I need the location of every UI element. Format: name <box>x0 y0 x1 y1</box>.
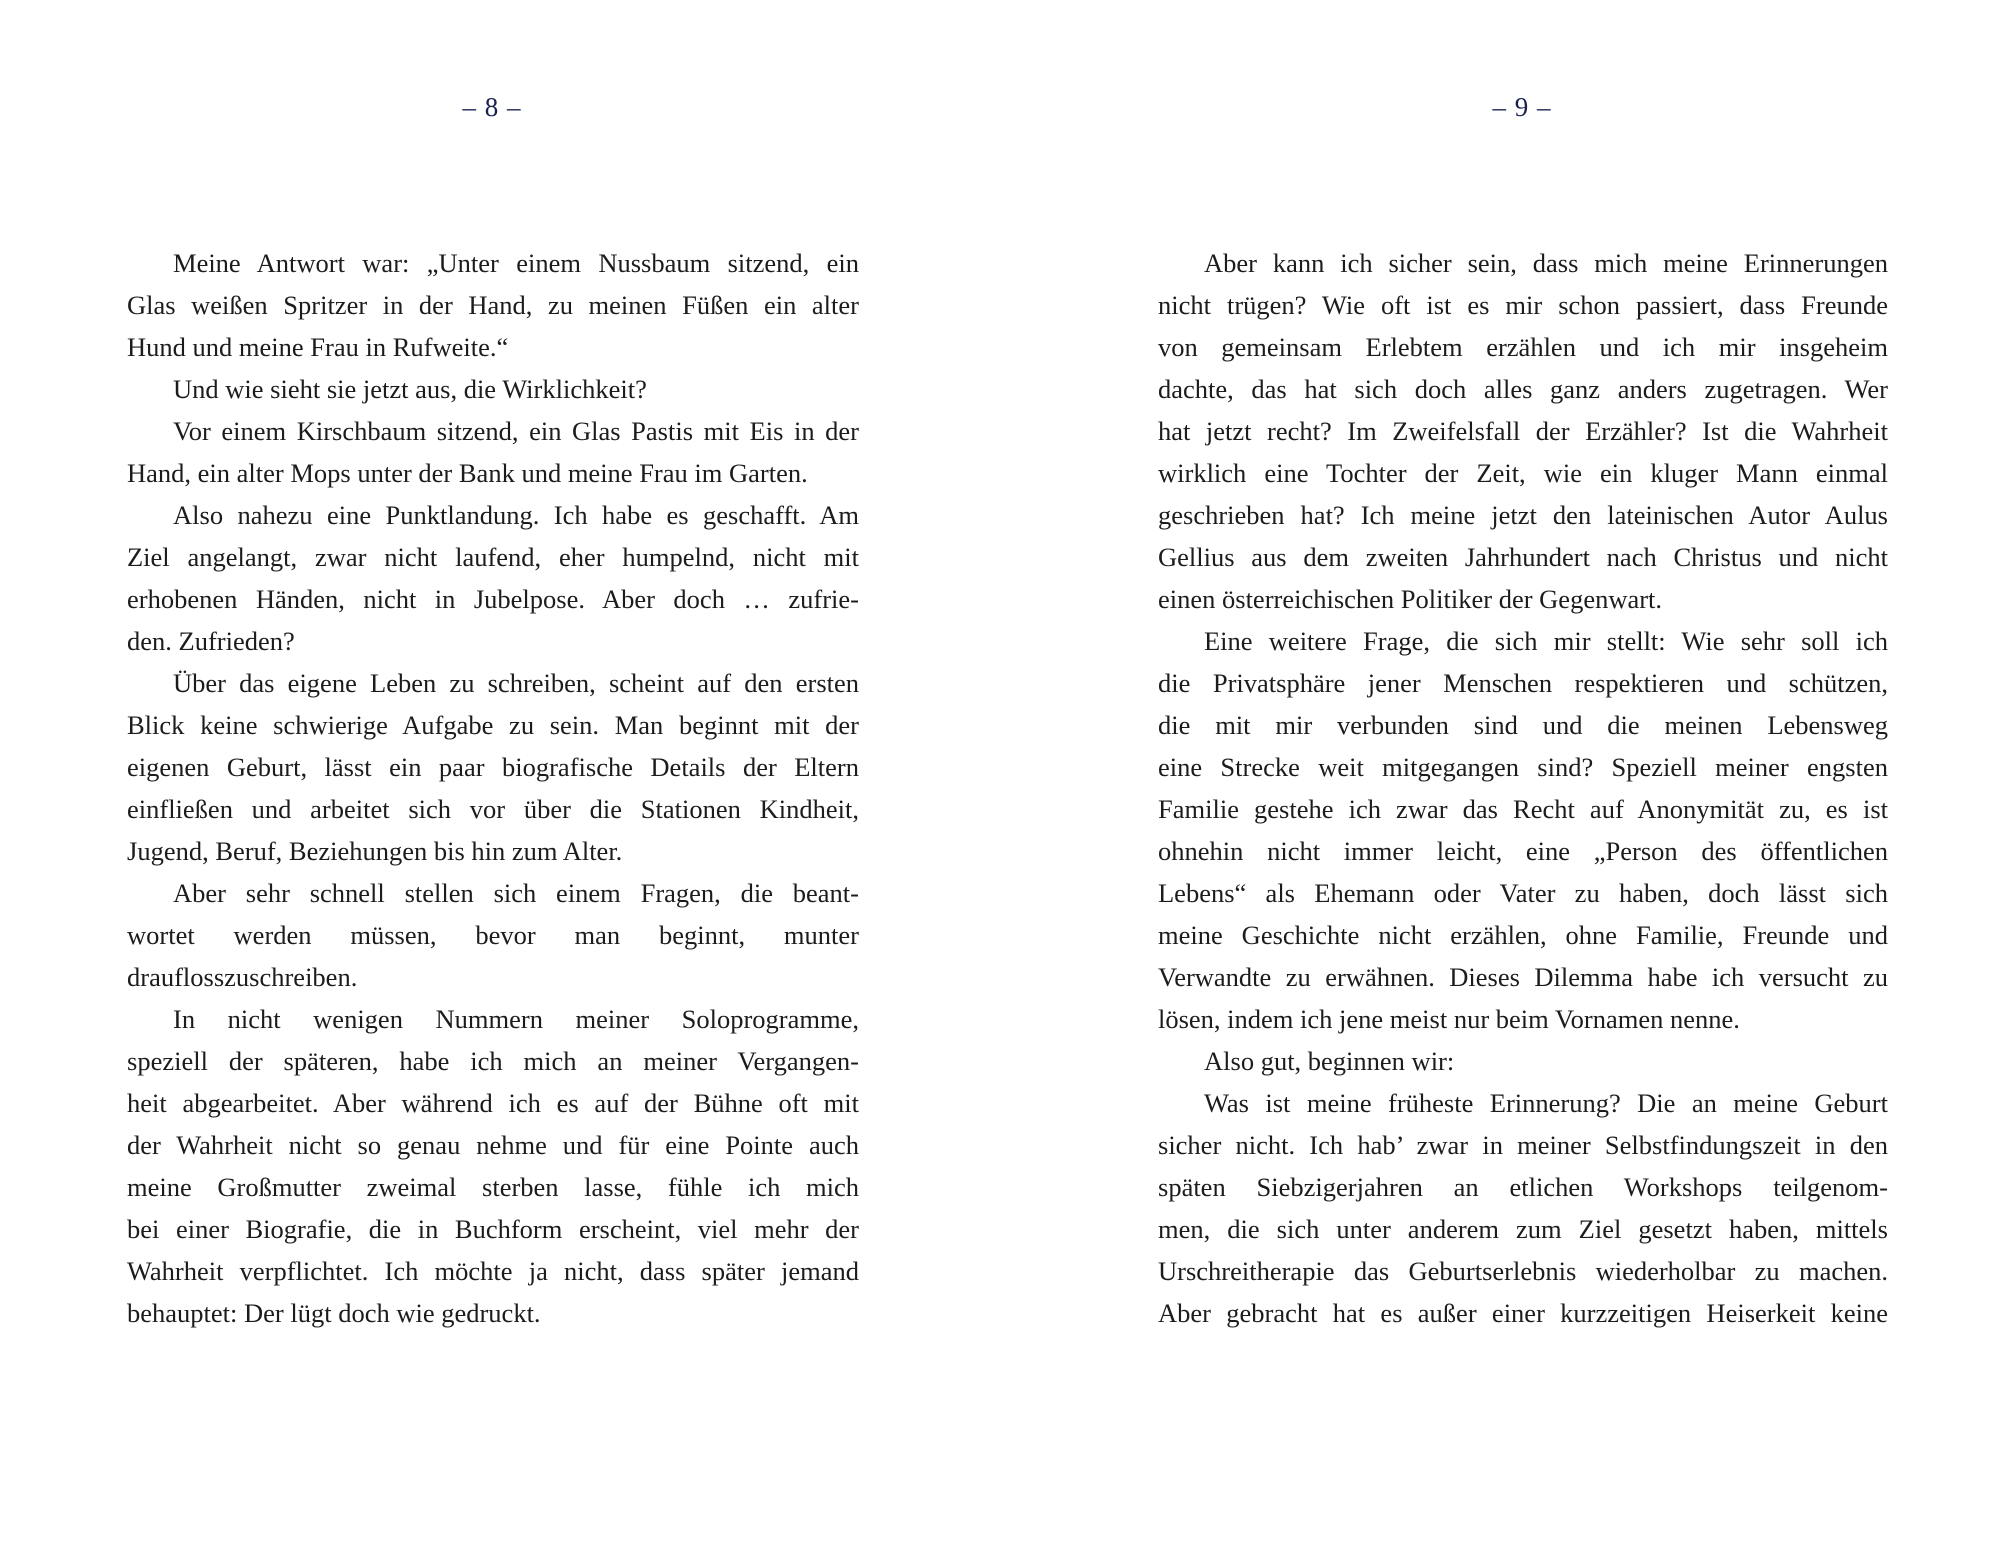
text-line: In nicht wenigen Nummern meiner Soloprogramme, <box>173 1004 859 1034</box>
text-line: Aber sehr schnell stellen sich einem Fragen, die beant- <box>173 878 859 908</box>
text-line: sicher nicht. Ich hab’ zwar in meiner Selbstfindungszeit in den <box>1158 1130 1888 1160</box>
text-line: eigenen Geburt, lässt ein paar biografische Details der Eltern <box>127 752 859 782</box>
text-line: geschrieben hat? Ich meine jetzt den lateinischen Autor Aulus <box>1158 500 1888 530</box>
text-line: men, die sich unter anderem zum Ziel gesetzt haben, mittels <box>1158 1214 1888 1244</box>
text-line: Jugend, Beruf, Beziehungen bis hin zum Alter. <box>127 836 623 866</box>
body-text <box>1158 242 1888 1334</box>
text-line: Also gut, beginnen wir: <box>1204 1046 1455 1076</box>
text-line: Lebens“ als Ehemann oder Vater zu haben, doch lässt sich <box>1158 878 1888 908</box>
text-line: der Wahrheit nicht so genau nehme und für eine Pointe auch <box>127 1130 859 1160</box>
text-line: Glas weißen Spritzer in der Hand, zu meinen Füßen ein alter <box>127 290 859 320</box>
text-line: heit abgearbeitet. Aber während ich es auf der Bühne oft mit <box>127 1088 859 1118</box>
text-line: Aber gebracht hat es außer einer kurzzeitigen Heiserkeit keine <box>1158 1298 1888 1328</box>
text-line: Also nahezu eine Punktlandung. Ich habe es geschafft. Am <box>173 500 859 530</box>
text-line: Hand, ein alter Mops unter der Bank und meine Frau im Garten. <box>127 458 808 488</box>
text-line: bei einer Biografie, die in Buchform erscheint, viel mehr der <box>127 1214 859 1244</box>
text-line: speziell der späteren, habe ich mich an meiner Vergangen- <box>127 1046 859 1076</box>
text-line: Aber kann ich sicher sein, dass mich meine Erinnerungen <box>1204 248 1888 278</box>
text-line: Was ist meine früheste Erinnerung? Die an meine Geburt <box>1204 1088 1888 1118</box>
text-line: hat jetzt recht? Im Zweifelsfall der Erzähler? Ist die Wahrheit <box>1158 416 1888 446</box>
text-line: lösen, indem ich jene meist nur beim Vornamen nenne. <box>1158 1004 1740 1034</box>
text-line: Und wie sieht sie jetzt aus, die Wirklichkeit? <box>173 374 647 404</box>
text-line: Urschreitherapie das Geburtserlebnis wiederholbar zu machen. <box>1158 1256 1888 1286</box>
text-line: den. Zufrieden? <box>127 626 295 656</box>
text-line: Eine weitere Frage, die sich mir stellt: Wie sehr soll ich <box>1204 626 1888 656</box>
text-line: Vor einem Kirschbaum sitzend, ein Glas Pastis mit Eis in der <box>173 416 859 446</box>
text-line: nicht trügen? Wie oft ist es mir schon passiert, dass Freunde <box>1158 290 1888 320</box>
page-number: – 9 – <box>1492 92 1552 122</box>
text-line: Hund und meine Frau in Rufweite.“ <box>127 332 509 362</box>
text-line: behauptet: Der lügt doch wie gedruckt. <box>127 1298 541 1328</box>
text-line: einen österreichischen Politiker der Gegenwart. <box>1158 584 1663 614</box>
text-line: meine Geschichte nicht erzählen, ohne Familie, Freunde und <box>1158 920 1888 950</box>
text-line: Familie gestehe ich zwar das Recht auf Anonymität zu, es ist <box>1158 794 1888 824</box>
text-line: Über das eigene Leben zu schreiben, scheint auf den ersten <box>173 668 859 698</box>
text-line: von gemeinsam Erlebtem erzählen und ich mir insgeheim <box>1158 332 1888 362</box>
text-line: drauflosszuschreiben. <box>127 962 358 992</box>
text-line: späten Siebzigerjahren an etlichen Workshops teilgenom- <box>1158 1172 1888 1202</box>
text-line: ohnehin nicht immer leicht, eine „Person des öffentlichen <box>1158 836 1888 866</box>
right-page <box>1000 0 2000 1556</box>
text-line: Meine Antwort war: „Unter einem Nussbaum sitzend, ein <box>173 248 859 278</box>
text-line: dachte, das hat sich doch alles ganz anders zugetragen. Wer <box>1158 374 1888 404</box>
text-line: eine Strecke weit mitgegangen sind? Speziell meiner engsten <box>1158 752 1888 782</box>
text-line: Verwandte zu erwähnen. Dieses Dilemma habe ich versucht zu <box>1158 962 1888 992</box>
text-line: die mit mir verbunden sind und die meinen Lebensweg <box>1158 710 1888 740</box>
text-line: wirklich eine Tochter der Zeit, wie ein kluger Mann einmal <box>1158 458 1888 488</box>
text-line: erhobenen Händen, nicht in Jubelpose. Aber doch … zufrie- <box>127 584 859 614</box>
body-text <box>127 242 859 1334</box>
text-line: einfließen und arbeitet sich vor über die Stationen Kindheit, <box>127 794 859 824</box>
text-line: die Privatsphäre jener Menschen respektieren und schützen, <box>1158 668 1888 698</box>
text-line: wortet werden müssen, bevor man beginnt, munter <box>127 920 859 950</box>
text-line: Wahrheit verpflichtet. Ich möchte ja nicht, dass später jemand <box>127 1256 859 1286</box>
text-line: meine Großmutter zweimal sterben lasse, fühle ich mich <box>127 1172 859 1202</box>
page-number: – 8 – <box>462 92 522 122</box>
text-line: Gellius aus dem zweiten Jahrhundert nach Christus und nicht <box>1158 542 1888 572</box>
text-line: Ziel angelangt, zwar nicht laufend, eher humpelnd, nicht mit <box>127 542 859 572</box>
text-line: Blick keine schwierige Aufgabe zu sein. Man beginnt mit der <box>127 710 859 740</box>
